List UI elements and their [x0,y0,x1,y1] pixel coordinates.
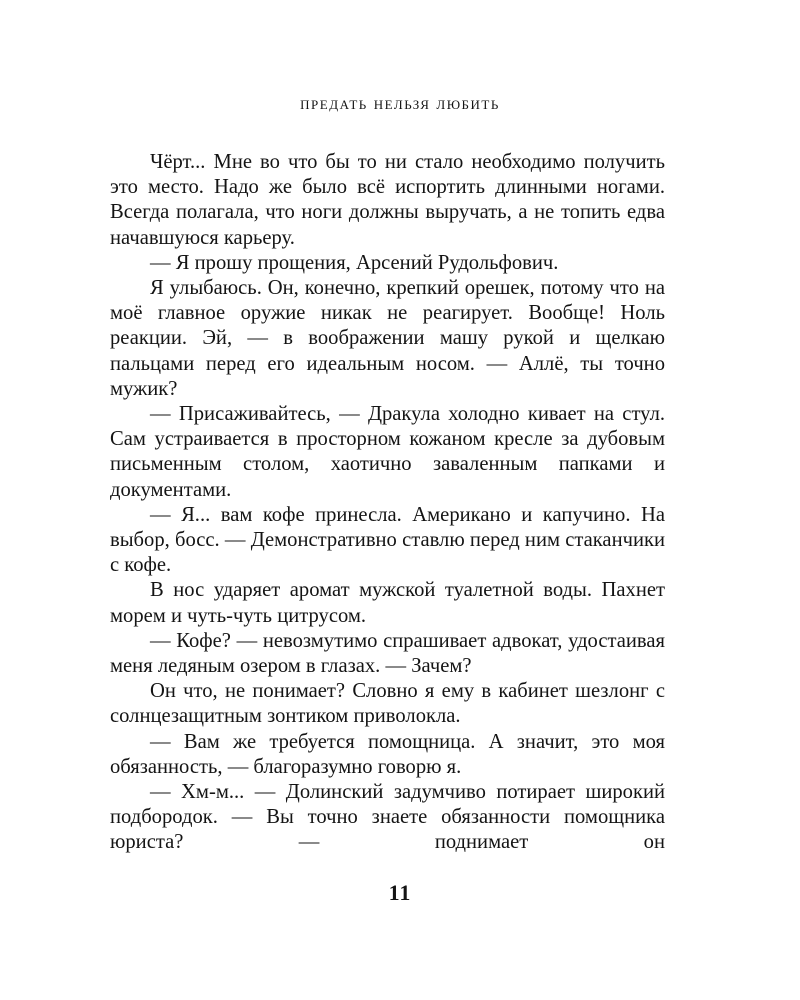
paragraph: — Я прошу прощения, Арсений Рудольфович. [150,251,559,274]
body-text [110,150,665,856]
paragraph: В нос ударяет аромат мужской туалетной воды. Пахнет морем и чуть-чуть цитрусом. [110,579,665,627]
paragraph: Я улыбаюсь. Он, конечно, крепкий орешек, потому что на моё главное оружие никак не реагирует. Вообще! Ноль реакции. Эй, — в воображении машу рукой и щелкаю пальцами перед его идеальным носом. — Аллё, ты точно мужик? [110,277,665,400]
paragraph: — Я... вам кофе принесла. Американо и капучино. На выбор, босс. — Демонстративно ставлю перед ним стаканчики с кофе. [110,503,665,577]
paragraph: Чёрт... Мне во что бы то ни стало необходимо получить это место. Надо же было всё испортить длинными ногами. Всегда полагала, что ноги должны выручать, а не топить едва начавшуюся карьеру. [110,151,665,249]
paragraph: — Кофе? — невозмутимо спрашивает адвокат, удостаивая меня ледяным озером в глазах. — Зачем? [110,629,665,678]
paragraph: Он что, не понимает? Словно я ему в кабинет шезлонг с солнцезащитным зонтиком приволокла. [110,680,665,728]
paragraph: — Вам же требуется помощница. А значит, это моя обязанность, — благоразумно говорю я. [110,730,665,778]
page-number: 11 [388,880,412,905]
paragraph: — Присаживайтесь, — Дракула холодно кивает на стул. Сам устраивается в просторном кожаном кресле за дубовым письменным столом, хаотично заваленным папками и документами. [110,403,665,501]
running-header: предать нельзя любить [300,93,500,113]
paragraph: — Хм-м... — Долинский задумчиво потирает широкий подбородок. — Вы точно знаете обязанности помощника юриста? — поднимает он [110,781,665,854]
